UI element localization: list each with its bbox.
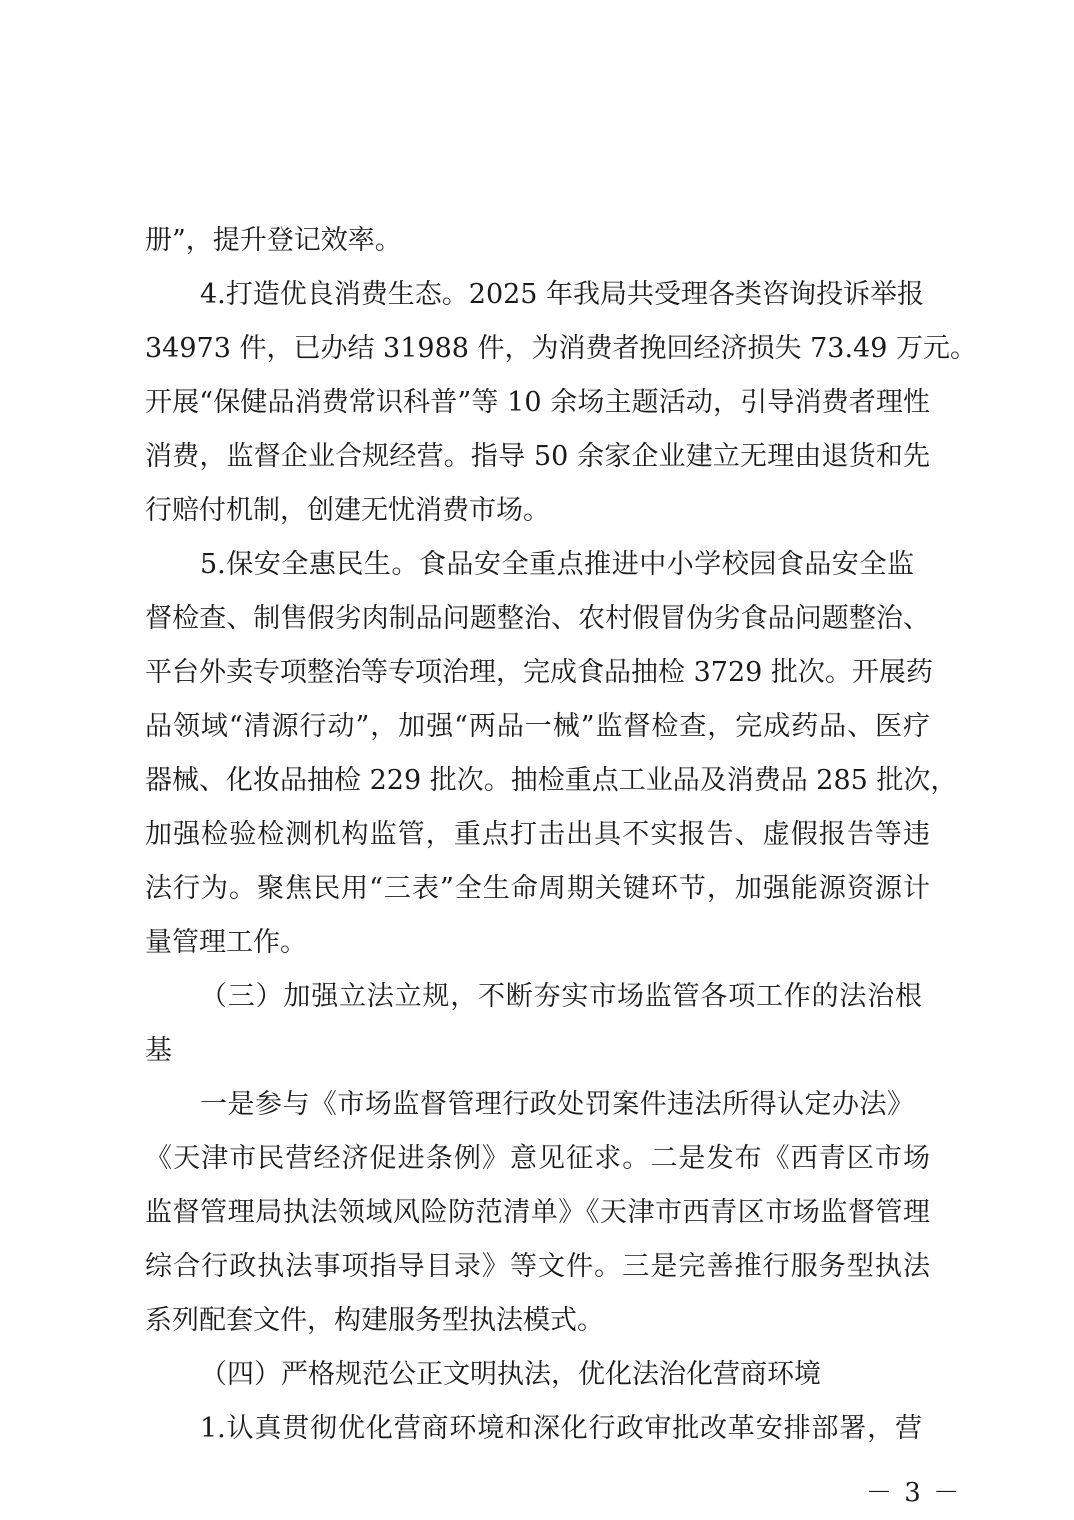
text-line: 综合行政执法事项指导目录》等文件。三是完善推行服务型执法	[145, 1251, 930, 1282]
text-line: 34973 件，已办结 31988 件，为消费者挽回经济损失 73.49 万元。	[145, 333, 977, 364]
text-line: 监督管理局执法领域风险防范清单》《天津市西青区市场监督管理	[145, 1197, 930, 1228]
text-line: 平台外卖专项整治等专项治理，完成食品抽检 3729 批次。开展药	[145, 657, 933, 688]
text-line: 册”，提升登记效率。	[145, 225, 402, 256]
section-heading: （四）严格规范公正文明执法，优化法治化营商环境	[200, 1359, 821, 1390]
text-line: 系列配套文件，构建服务型执法模式。	[145, 1305, 604, 1336]
text-line: 消费，监督企业合规经营。指导 50 余家企业建立无理由退货和先	[145, 441, 930, 472]
text-line: 开展“保健品消费常识科普”等 10 余场主题活动，引导消费者理性	[145, 387, 930, 418]
text-line: 行赔付机制，创建无忧消费市场。	[145, 495, 550, 526]
text-line: 器械、化妆品抽检 229 批次。抽检重点工业品及消费品 285 批次，	[145, 765, 958, 796]
page-number: － 3 －	[866, 1478, 962, 1508]
text-line: 《天津市民营经济促进条例》意见征求。二是发布《西青区市场	[145, 1143, 930, 1174]
text-line: 4.打造优良消费生态。2025 年我局共受理各类咨询投诉举报	[200, 279, 925, 310]
section-heading: （三）加强立法立规，不断夯实市场监管各项工作的法治根	[200, 981, 922, 1012]
text-line: 法行为。聚焦民用“三表”全生命周期关键环节，加强能源资源计	[145, 873, 930, 904]
text-line: 加强检验检测机构监管，重点打击出具不实报告、虚假报告等违	[145, 819, 930, 850]
section-heading: 基	[145, 1035, 172, 1066]
text-line: 量管理工作。	[145, 927, 307, 958]
text-line: 督检查、制售假劣肉制品问题整治、农村假冒伪劣食品问题整治、	[145, 603, 930, 634]
text-line: 1.认真贯彻优化营商环境和深化行政审批改革安排部署，营	[200, 1413, 922, 1444]
text-line: 品领域“清源行动”，加强“两品一械”监督检查，完成药品、医疗	[145, 711, 930, 742]
text-line: 5.保安全惠民生。食品安全重点推进中小学校园食品安全监	[200, 549, 914, 580]
text-line: 一是参与《市场监督管理行政处罚案件违法所得认定办法》	[200, 1089, 914, 1120]
